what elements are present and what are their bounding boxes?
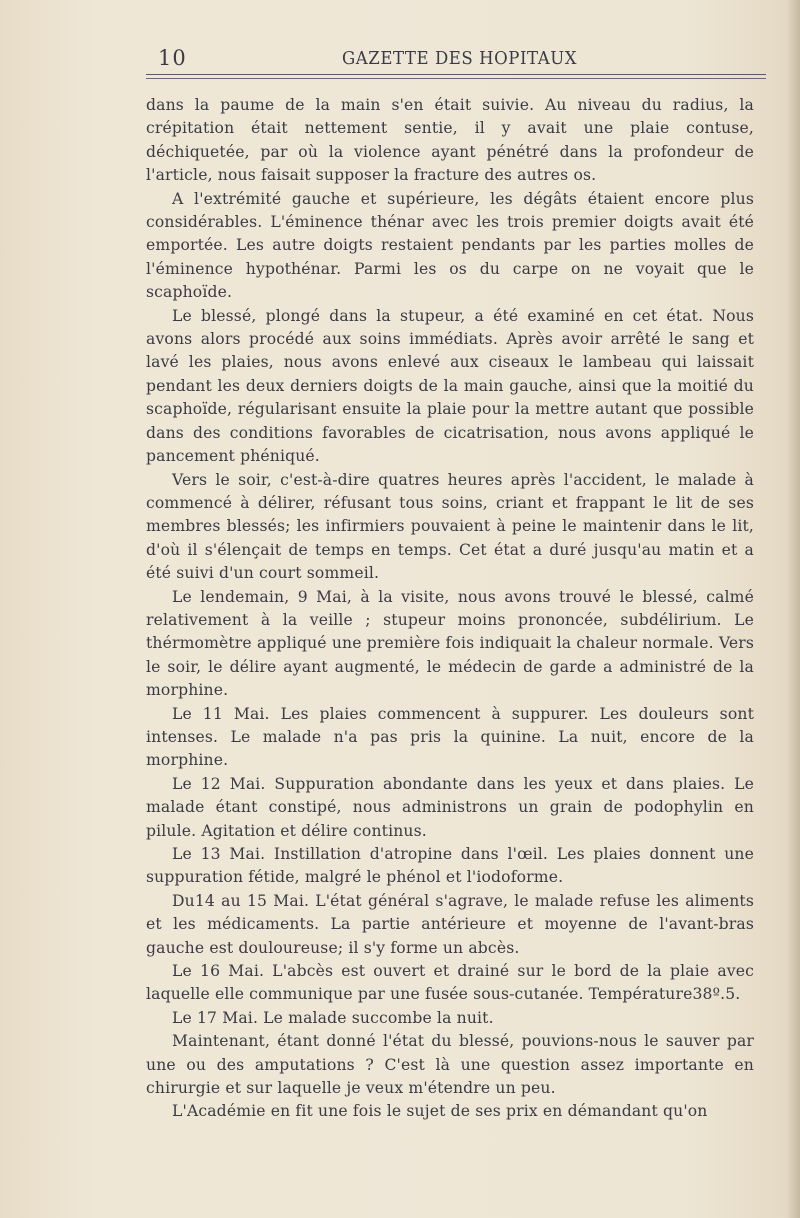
- paragraph: Le 16 Mai. L'abcès est ouvert et drainé sur le bord de la plaie avec laquelle elle communique par une fusée sous-cutanée. Température38º.5.: [146, 962, 754, 1004]
- paragraph: dans la paume de la main s'en était suivie. Au niveau du radius, la crépitation était nettement sentie, il y avait une plaie contuse, déchiquetée, par où la violence ayant pénétré dans la profondeur de l'article, nous faisait supposer la fracture des autres os.: [146, 96, 754, 185]
- article-body: [146, 94, 754, 1124]
- header-rule-double: [146, 78, 766, 79]
- paragraph: Le 13 Mai. Instillation d'atropine dans l'œil. Les plaies donnent une suppuration fétide, malgré le phénol et l'iodoforme.: [146, 845, 754, 887]
- paragraph: Le lendemain, 9 Mai, à la visite, nous avons trouvé le blessé, calmé relativement à la veille ; stupeur moins prononcée, subdélirium. Le thérmomètre appliqué une première fois indiquait la chaleur normale. Vers le soir, le délire ayant augmenté, le médecin de garde a administré de la morphine.: [146, 587, 754, 700]
- header-rule: [146, 74, 766, 75]
- page-number: 10: [158, 46, 187, 70]
- page-header: [146, 44, 766, 74]
- paragraph: Maintenant, étant donné l'état du blessé, pouvions-nous le sauver par une ou des amputations ? C'est là une question assez importante en chirurgie et sur laquelle je veux m'étendre un peu.: [146, 1032, 754, 1098]
- paragraph: Du14 au 15 Mai. L'état général s'agrave, le malade refuse les aliments et les médicaments. La partie antérieure et moyenne de l'avant-bras gauche est douloureuse; il s'y forme un abcès.: [146, 891, 754, 957]
- paragraph: Le 17 Mai. Le malade succombe la nuit.: [172, 1008, 494, 1027]
- paragraph: Le 12 Mai. Suppuration abondante dans les yeux et dans plaies. Le malade étant constipé, nous administrons un grain de podophylin en pilule. Agitation et délire continus.: [146, 774, 754, 840]
- journal-title: GAZETTE DES HOPITAUX: [342, 48, 578, 69]
- paragraph: Le blessé, plongé dans la stupeur, a été examiné en cet état. Nous avons alors procédé aux soins immédiats. Après avoir arrêté le sang et lavé les plaies, nous avons enlevé aux ciseaux le lambeau qui laissait pendant les deux derniers doigts de la main gauche, ainsi que la moitié du scaphoïde, régularisant ensuite la plaie pour la mettre autant que possible dans des conditions favorables de cicatrisation, nous avons appliqué le pancement phéniqué.: [146, 306, 754, 466]
- paragraph: L'Académie en fit une fois le sujet de ses prix en démandant qu'on: [172, 1102, 708, 1121]
- paragraph: A l'extrémité gauche et supérieure, les dégâts étaient encore plus considérables. L'éminence thénar avec les trois premier doigts avait été emportée. Les autre doigts restaient pendants par les parties molles de l'éminence hypothénar. Parmi les os du carpe on ne voyait que le scaphoïde.: [146, 189, 754, 302]
- paragraph: Vers le soir, c'est-à-dire quatres heures après l'accident, le malade à commencé à délirer, réfusant tous soins, criant et frappant le lit de ses membres blessés; les infirmiers pouvaient à peine le maintenir dans le lit, d'où il s'élençait de temps en temps. Cet état a duré jusqu'au matin et a été suivi d'un court sommeil.: [146, 470, 754, 583]
- paragraph: Le 11 Mai. Les plaies commencent à suppurer. Les douleurs sont intenses. Le malade n'a pas pris la quinine. La nuit, encore de la morphine.: [146, 704, 754, 770]
